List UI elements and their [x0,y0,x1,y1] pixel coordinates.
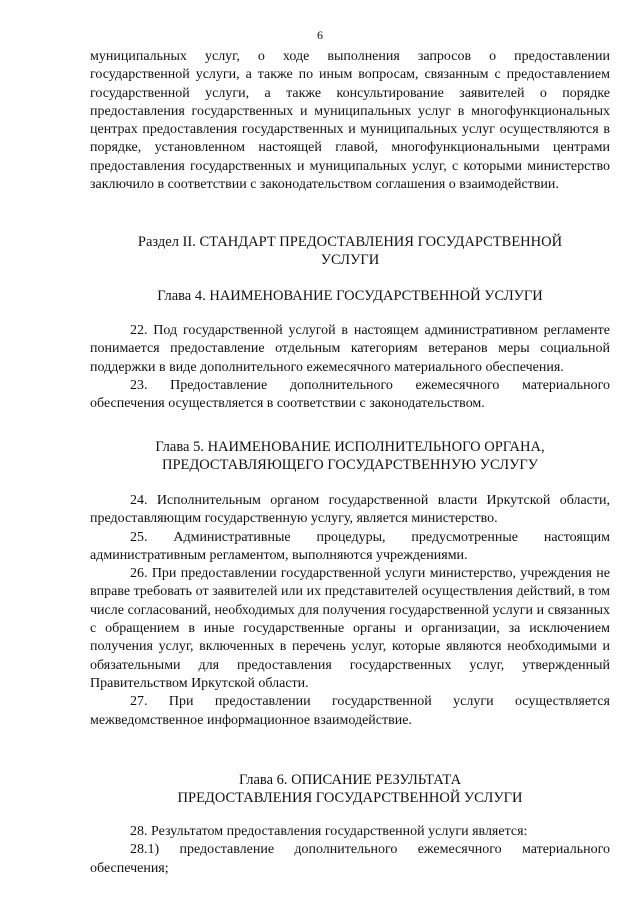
chapter-6-heading [90,771,610,807]
chapter-6-body [90,823,610,878]
intro-text: муниципальных услуг, о ходе выполнения запросов о предоставлении государственной услуги, а также по иным вопросам, связанным с предоставлением государственной услуги, а также консультирование заявителей о порядке предоставления государственных и муниципальных услуг в многофункциональных центрах предоставления государственных и муниципальных услуг осуществляются в порядке, установленном настоящей главой, многофункциональными центрами предоставления государственных и муниципальных услуг, с которыми министерство заключило в соответствии с законодательством соглашения о взаимодействии. [90,49,610,193]
chapter-5-heading [90,438,610,474]
chapter-6-title-line1: Глава 6. ОПИСАНИЕ РЕЗУЛЬТАТА [238,772,462,788]
chapter-4-title: Глава 4. НАИМЕНОВАНИЕ ГОСУДАРСТВЕННОЙ УСЛУГИ [157,288,543,304]
chapter-4-body [90,322,610,413]
section-2-heading-line1: Раздел II. СТАНДАРТ ПРЕДОСТАВЛЕНИЯ ГОСУДАРСТВЕННОЙ [137,234,563,250]
section-2-heading [90,233,610,269]
chapter-5-body [90,492,610,730]
chapter-6-title-line2: ПРЕДОСТАВЛЕНИЯ ГОСУДАРСТВЕННОЙ УСЛУГИ [177,790,523,806]
section-2-heading-line2: УСЛУГИ [320,252,380,268]
paragraph-25: 25. Административные процедуры, предусмотренные настоящим административным регламентом, выполняются учреждениями. [90,529,610,563]
chapter-5-title-line1: Глава 5. НАИМЕНОВАНИЕ ИСПОЛНИТЕЛЬНОГО ОРГАНА, [155,439,545,455]
paragraph-22: 22. Под государственной услугой в настоящем административном регламенте понимается предоставление отдельным категориям ветеранов меры социальной поддержки в виде дополнительного ежемесячного материального обеспечения. [90,323,610,375]
paragraph-27: 27. При предоставлении государственной услуги осуществляется межведомственное информационное взаимодействие. [90,694,610,728]
paragraph-26: 26. При предоставлении государственной услуги министерство, учреждения не вправе требовать от заявителей или их представителей осуществления действий, в том числе согласований, необходимых для получения государственной услуги и связанных с обращением в иные государственные органы и организации, за исключением получения услуг, включенных в перечень услуг, которые являются необходимыми и обязательными для предоставления государственных услуг, утвержденный Правительством Иркутской области. [90,566,610,691]
paragraph-23: 23. Предоставление дополнительного ежемесячного материального обеспечения осуществляется в соответствии с законодательством. [90,377,610,412]
chapter-5-title-line2: ПРЕДОСТАВЛЯЮЩЕГО ГОСУДАРСТВЕННУЮ УСЛУГУ [161,457,539,473]
page-number: 6 [317,28,323,42]
paragraph-28-1: 28.1) предоставление дополнительного ежемесячного материального обеспечения; [90,842,610,876]
chapter-4-heading [90,287,610,305]
intro-paragraph [90,48,610,194]
paragraph-28: 28. Результатом предоставления государственной услуги является: [130,824,528,839]
paragraph-24: 24. Исполнительным органом государственной власти Иркутской области, предоставляющим государственную услугу, является министерство. [90,493,610,527]
